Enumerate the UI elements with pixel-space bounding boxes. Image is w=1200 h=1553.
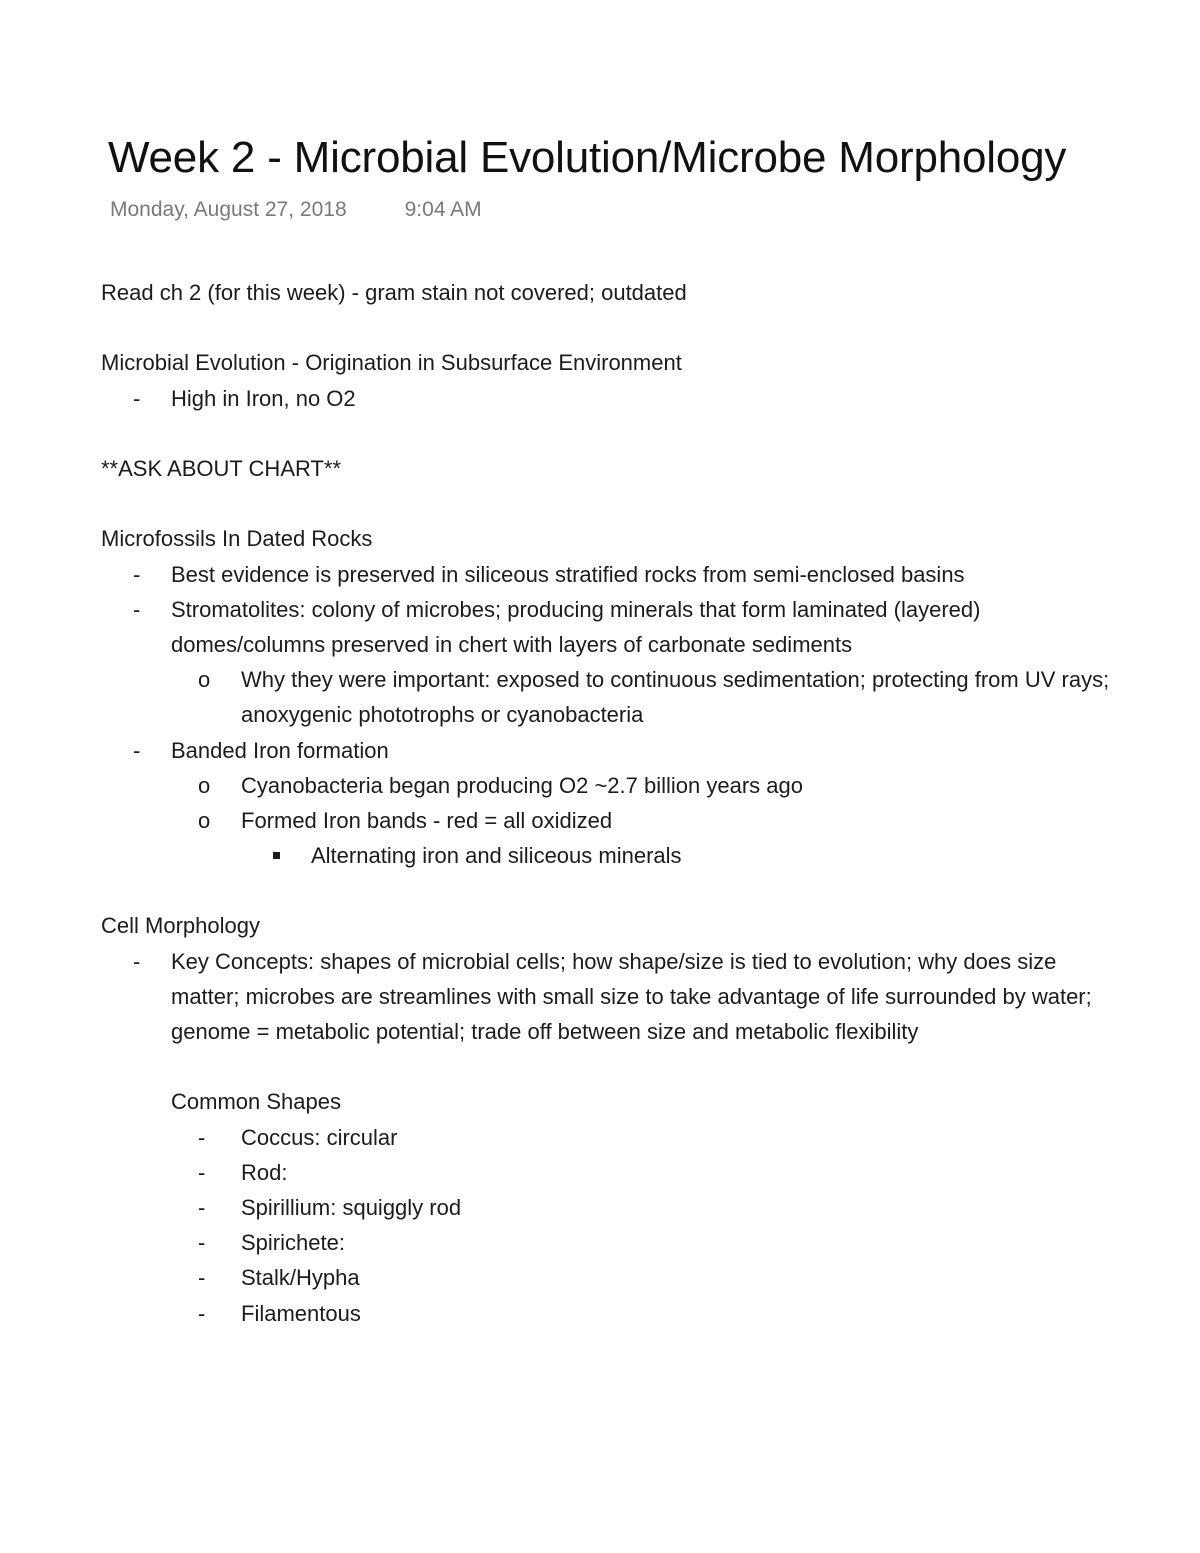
dash-bullet: -: [198, 1300, 206, 1326]
shapes-list: [101, 1120, 1161, 1331]
dash-bullet: -: [133, 948, 141, 974]
list-item: [101, 381, 1161, 416]
dash-bullet: -: [133, 561, 141, 587]
list-item: [101, 592, 1161, 662]
list-item-text: Best evidence is preserved in siliceous stratified rocks from semi-enclosed basins: [171, 561, 965, 587]
list-item: [101, 1296, 1161, 1331]
page-timestamp: [110, 198, 482, 222]
list-item-text: High in Iron, no O2: [171, 385, 356, 411]
list-item: [101, 1155, 1161, 1190]
dash-bullet: -: [198, 1159, 206, 1185]
list-item-text: Key Concepts: shapes of microbial cells; how shape/size is tied to evolution; why does size matter; microbes are streamlines with small size to take advantage of life surrounded by water; genome = metabolic potential; trade off between size and metabolic flexibility: [171, 948, 1092, 1045]
list-item-text: Banded Iron formation: [171, 737, 389, 763]
list-item-text: Stalk/Hypha: [241, 1265, 360, 1291]
dash-bullet: -: [133, 596, 141, 622]
list-item: [101, 557, 1161, 592]
circle-bullet: o: [198, 807, 211, 833]
date-text: Monday, August 27, 2018: [110, 198, 347, 221]
dash-bullet: -: [133, 385, 141, 411]
list-item-text: Formed Iron bands - red = all oxidized: [241, 807, 613, 833]
list-item-text: Spirillium: squiggly rod: [241, 1195, 462, 1220]
list-item-text: Filamentous: [241, 1300, 361, 1326]
evolution-heading: Microbial Evolution - Origination in Subsurface Environment: [101, 350, 682, 376]
list-item-text: Stromatolites: colony of microbes; producing minerals that form laminated (layered) domes/columns preserved in chert with layers of carbonate sediments: [171, 596, 981, 657]
list-item: [101, 662, 1161, 732]
list-item-text: Alternating iron and siliceous minerals: [311, 843, 682, 869]
ask-note: **ASK ABOUT CHART**: [101, 455, 342, 481]
list-item-text: Cyanobacteria began producing O2 ~2.7 billion years ago: [241, 772, 803, 798]
dash-bullet: -: [198, 1195, 206, 1220]
list-item-text: Coccus: circular: [241, 1124, 398, 1150]
circle-bullet: o: [198, 772, 211, 798]
list-item: [101, 838, 1161, 873]
time-text: 9:04 AM: [404, 198, 482, 221]
dash-bullet: -: [198, 1265, 206, 1291]
list-item: [101, 1225, 1161, 1260]
common-shapes-heading: Common Shapes: [171, 1089, 341, 1115]
dash-bullet: -: [198, 1230, 206, 1256]
cell-morphology-heading: Cell Morphology: [101, 913, 260, 939]
dash-bullet: -: [198, 1124, 206, 1150]
list-item: [101, 768, 1161, 803]
list-item-text: Rod:: [241, 1159, 288, 1185]
list-item-text: Why they were important: exposed to continuous sedimentation; protecting from UV rays; anoxygenic phototrophs or cyanobacteria: [241, 667, 1110, 728]
page-title: Week 2 - Microbial Evolution/Microbe Morphology: [108, 133, 1067, 182]
microfossils-heading: Microfossils In Dated Rocks: [101, 526, 373, 552]
list-item: [101, 733, 1161, 768]
list-item: [101, 803, 1161, 838]
reading-note: Read ch 2 (for this week) - gram stain not covered; outdated: [101, 280, 687, 305]
dash-bullet: -: [133, 737, 141, 763]
list-item: [101, 944, 1161, 1050]
list-item: [101, 1120, 1161, 1155]
list-item: [101, 1260, 1161, 1295]
square-bullet-icon: [273, 852, 280, 859]
note-body: [101, 275, 1161, 1331]
list-item: [101, 1190, 1161, 1225]
circle-bullet: o: [198, 667, 211, 693]
list-item-text: Spirichete:: [241, 1230, 345, 1256]
